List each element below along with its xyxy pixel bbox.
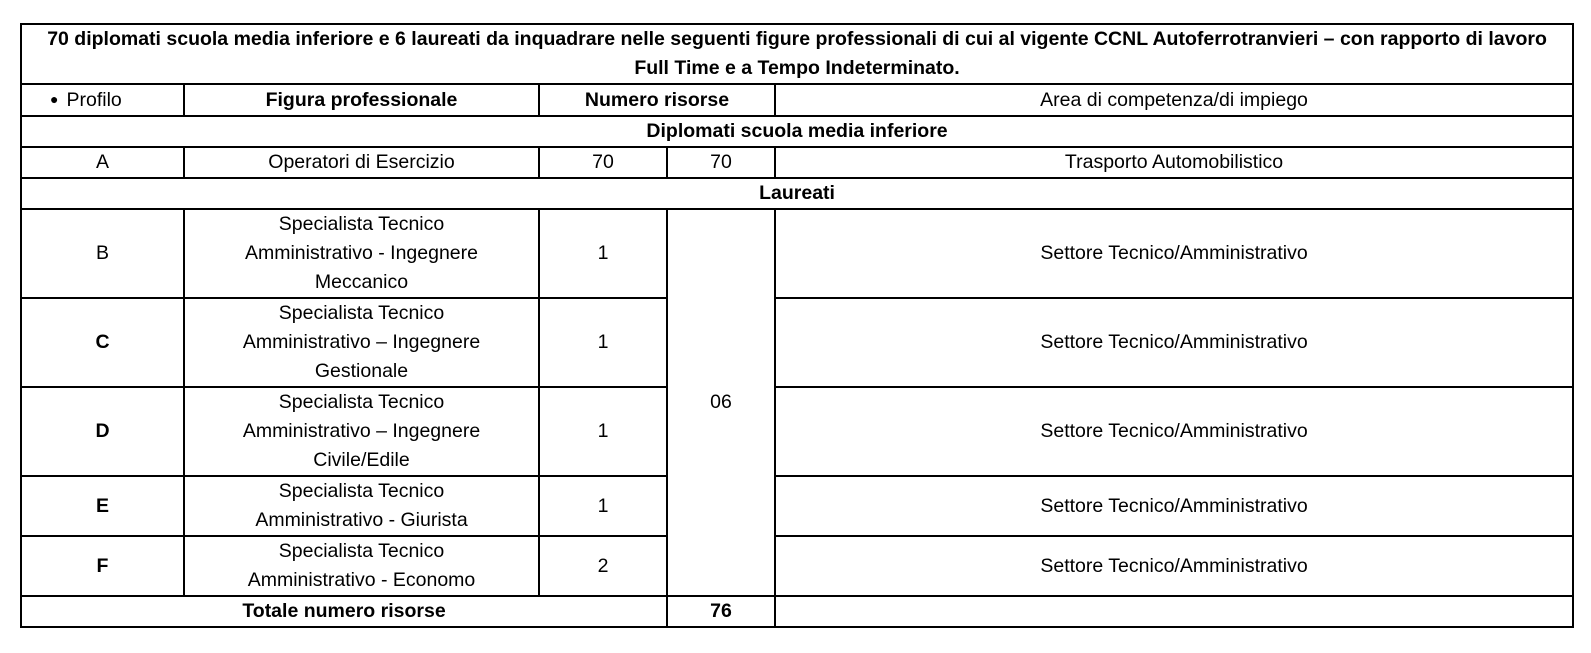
figura-cell bbox=[184, 476, 539, 536]
table-row bbox=[21, 476, 1573, 536]
section-label-laureati: Laureati bbox=[21, 178, 1573, 209]
figura-cell bbox=[184, 536, 539, 596]
subtotal-cell: 06 bbox=[667, 209, 775, 596]
header-row bbox=[21, 84, 1573, 116]
title-row bbox=[21, 24, 1573, 84]
figura-line: Specialista Tecnico bbox=[278, 213, 445, 235]
area-cell: Settore Tecnico/Amministrativo bbox=[775, 476, 1573, 536]
figura-line: Specialista Tecnico bbox=[278, 480, 445, 502]
recruitment-table bbox=[20, 23, 1574, 628]
table-row bbox=[21, 387, 1573, 476]
figura-line: Amministrativo - Ingegnere bbox=[244, 242, 478, 264]
figura-line: Amministrativo – Ingegnere bbox=[242, 331, 481, 353]
figura-line: Gestionale bbox=[314, 360, 409, 382]
header-profilo-label: Profilo bbox=[66, 89, 122, 111]
section-row-diplomati bbox=[21, 116, 1573, 147]
table-row bbox=[21, 209, 1573, 298]
header-numero: Numero risorse bbox=[539, 84, 775, 116]
figura-line: Meccanico bbox=[314, 271, 409, 293]
header-area: Area di competenza/di impiego bbox=[775, 84, 1573, 116]
figura-cell: Operatori di Esercizio bbox=[184, 147, 539, 178]
numero-cell: 1 bbox=[539, 298, 667, 387]
table-row bbox=[21, 536, 1573, 596]
numero-cell: 1 bbox=[539, 387, 667, 476]
total-label: Totale numero risorse bbox=[21, 596, 667, 627]
area-cell: Trasporto Automobilistico bbox=[775, 147, 1573, 178]
table-row bbox=[21, 147, 1573, 178]
figura-line: Amministrativo - Giurista bbox=[255, 509, 468, 531]
total-row bbox=[21, 596, 1573, 627]
profilo-cell: F bbox=[21, 536, 184, 596]
header-profilo bbox=[21, 84, 184, 116]
figura-cell bbox=[184, 209, 539, 298]
total-value: 76 bbox=[667, 596, 775, 627]
numero-cell: 1 bbox=[539, 209, 667, 298]
total-empty-cell bbox=[775, 596, 1573, 627]
area-cell: Settore Tecnico/Amministrativo bbox=[775, 298, 1573, 387]
figura-cell bbox=[184, 298, 539, 387]
figura-line: Civile/Edile bbox=[313, 449, 410, 471]
figura-line: Specialista Tecnico bbox=[278, 302, 445, 324]
subtotal-cell: 70 bbox=[667, 147, 775, 178]
profilo-cell: E bbox=[21, 476, 184, 536]
header-figura: Figura professionale bbox=[184, 84, 539, 116]
bullet-icon: ● bbox=[50, 91, 59, 107]
table-title: 70 diplomati scuola media inferiore e 6 laureati da inquadrare nelle seguenti figure professionali di cui al vigente CCNL Autoferrotranvieri – con rapporto di lavoro Full Time e a Tempo Indeterminato. bbox=[21, 24, 1573, 84]
table-row bbox=[21, 298, 1573, 387]
profilo-cell: D bbox=[21, 387, 184, 476]
figura-line: Specialista Tecnico bbox=[278, 540, 445, 562]
area-cell: Settore Tecnico/Amministrativo bbox=[775, 387, 1573, 476]
area-cell: Settore Tecnico/Amministrativo bbox=[775, 536, 1573, 596]
profilo-cell: B bbox=[21, 209, 184, 298]
numero-cell: 2 bbox=[539, 536, 667, 596]
figura-line: Specialista Tecnico bbox=[278, 391, 445, 413]
figura-cell bbox=[184, 387, 539, 476]
profilo-cell: A bbox=[21, 147, 184, 178]
profilo-cell: C bbox=[21, 298, 184, 387]
figura-line: Amministrativo – Ingegnere bbox=[242, 420, 481, 442]
area-cell: Settore Tecnico/Amministrativo bbox=[775, 209, 1573, 298]
numero-cell: 1 bbox=[539, 476, 667, 536]
numero-cell: 70 bbox=[539, 147, 667, 178]
section-label-diplomati: Diplomati scuola media inferiore bbox=[21, 116, 1573, 147]
figura-line: Amministrativo - Economo bbox=[247, 569, 476, 591]
section-row-laureati bbox=[21, 178, 1573, 209]
